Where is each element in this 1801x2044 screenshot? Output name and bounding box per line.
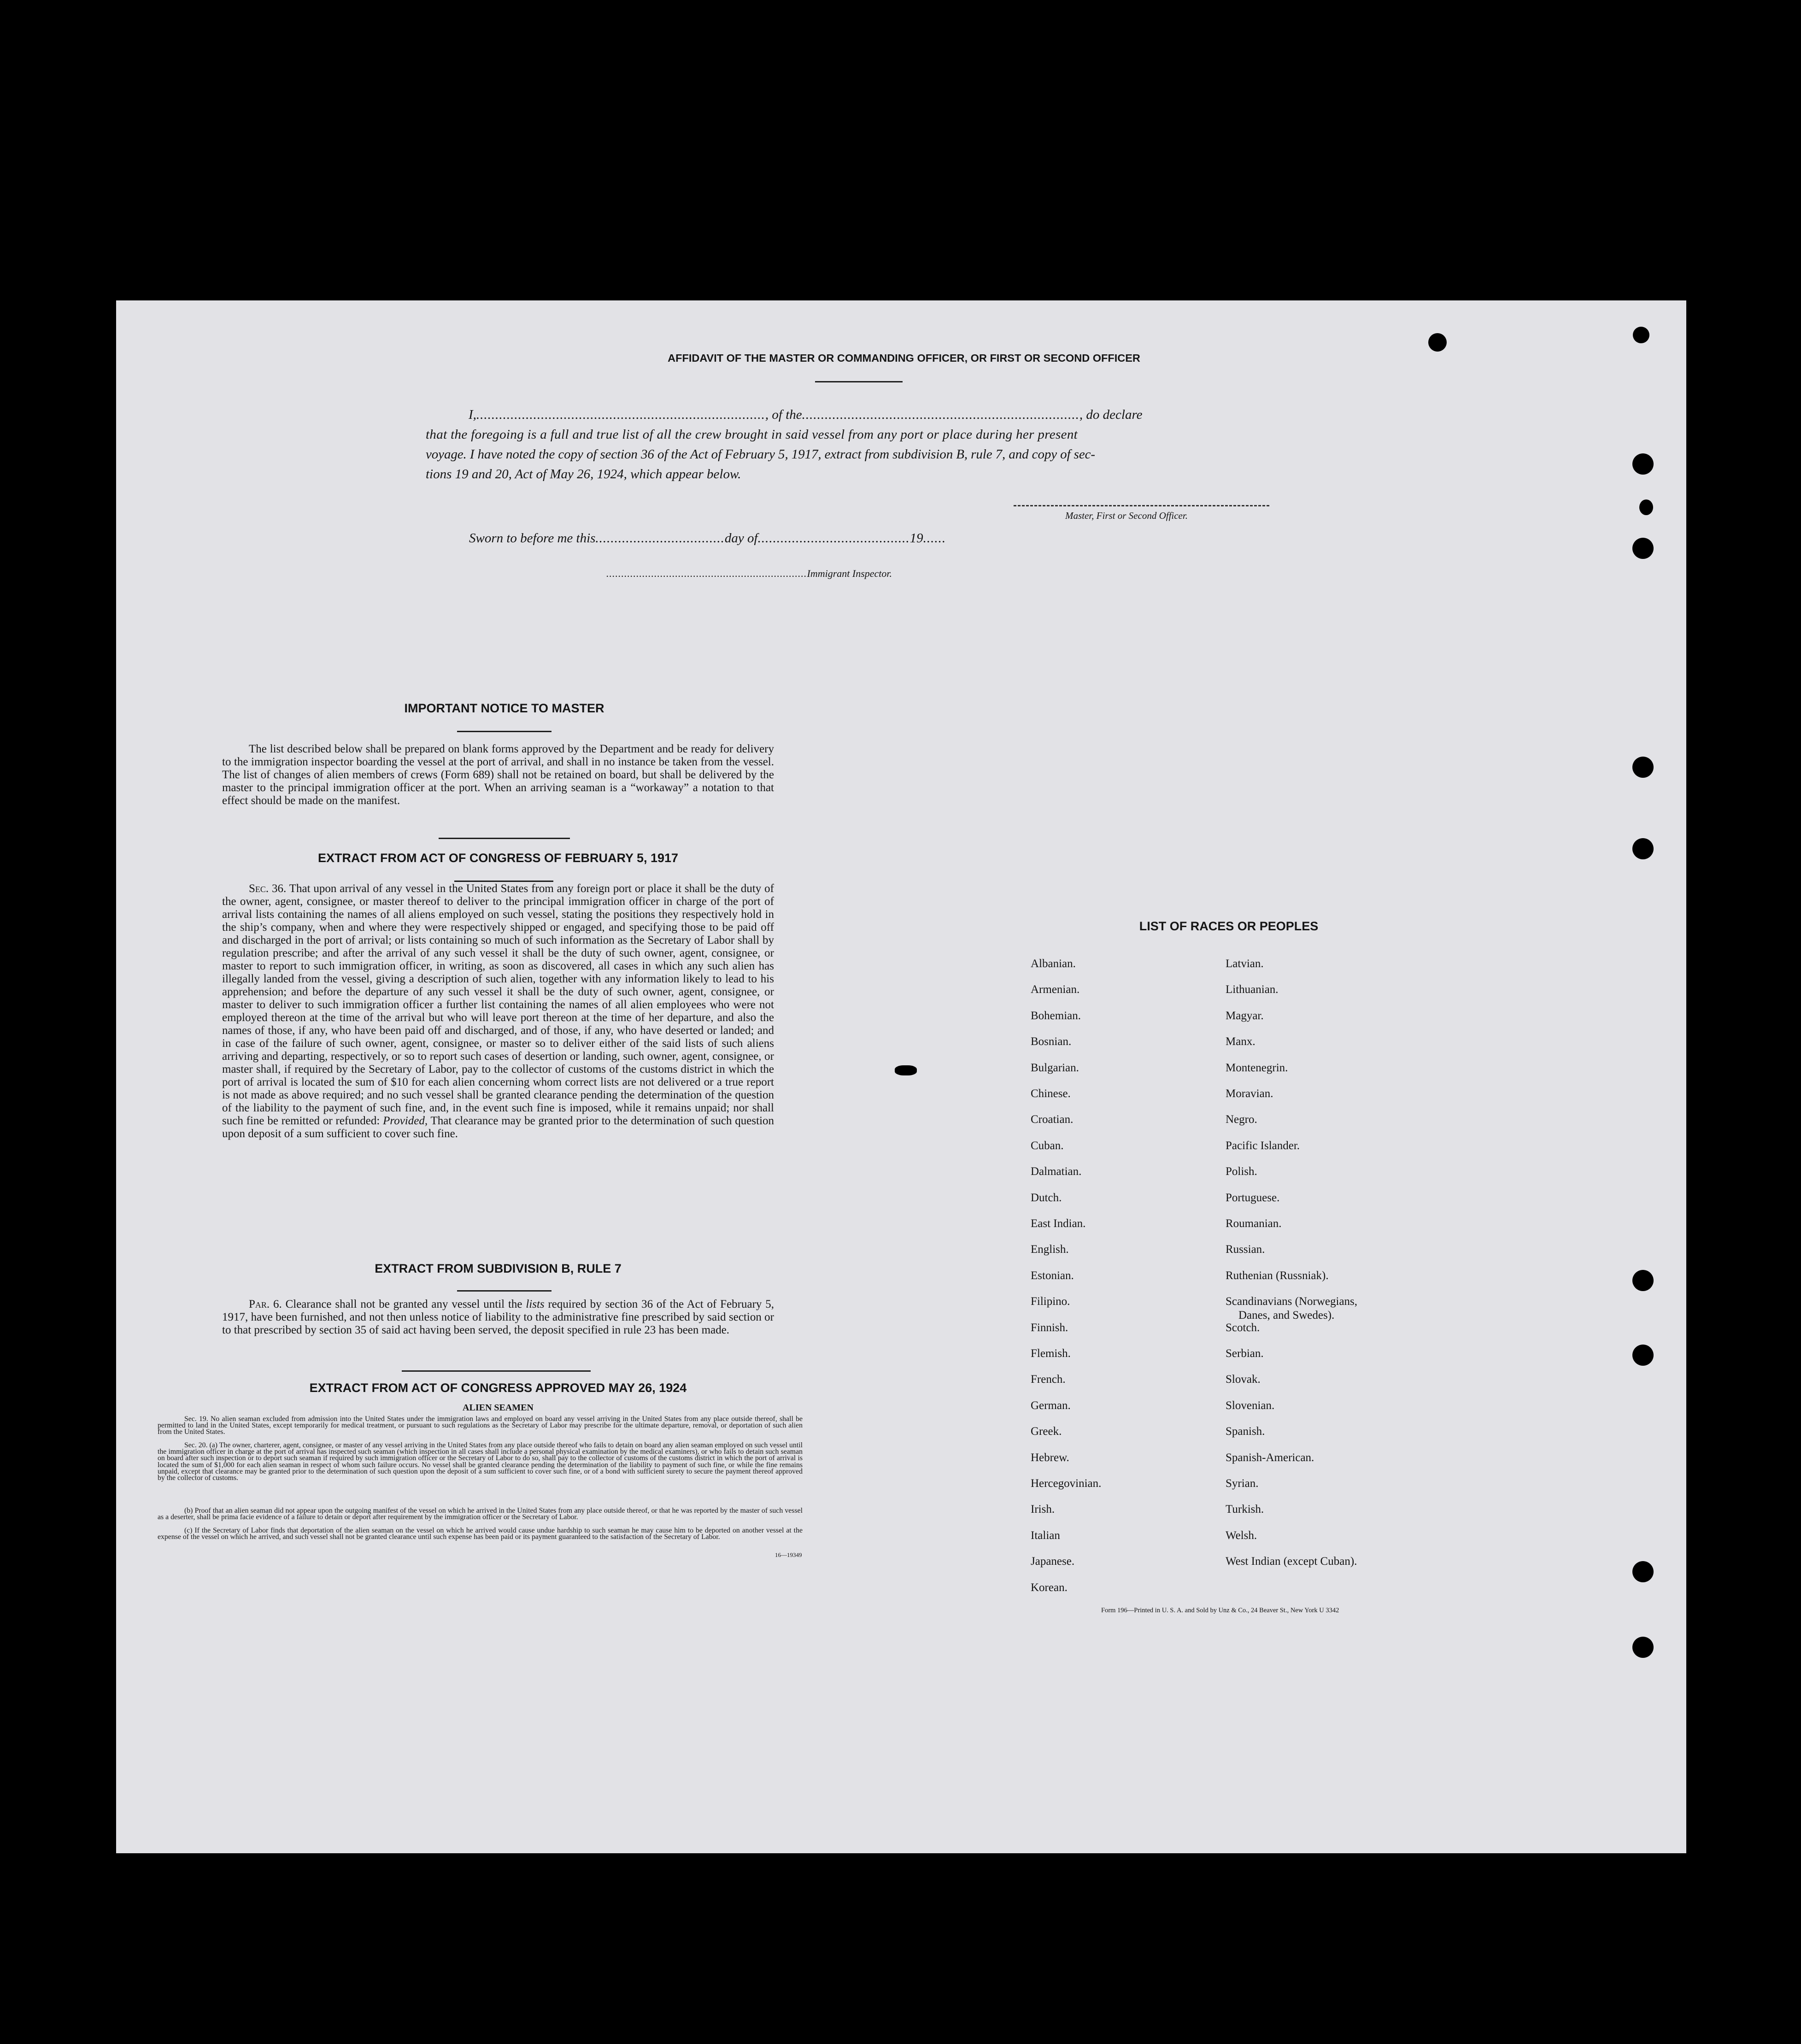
race-right-item: Spanish-American.	[1226, 1451, 1314, 1464]
affidavit-i: I,	[469, 407, 476, 422]
punch-hole	[1632, 1637, 1654, 1658]
extract-1917-title: EXTRACT FROM ACT OF CONGRESS OF FEBRUARY 5, 1917	[317, 851, 679, 865]
affidavit-do-declare: , do declare	[1079, 407, 1143, 422]
race-right-item: Welsh.	[1226, 1529, 1257, 1542]
race-left-item: French.	[1031, 1373, 1066, 1386]
affidavit-body-line-1: that the foregoing is a full and true list of all the crew brought in said vessel from any port or place during her present	[426, 427, 1078, 442]
race-right-item: Syrian.	[1226, 1477, 1259, 1490]
race-left-item: Japanese.	[1031, 1555, 1075, 1568]
punch-hole	[1428, 333, 1447, 352]
inspector-caption: Immigrant Inspector.	[807, 568, 892, 579]
race-left-item: Greek.	[1031, 1425, 1062, 1438]
affidavit-of-the: , of the	[765, 407, 802, 422]
sworn-prefix: Sworn to before me this	[469, 531, 596, 546]
sworn-day-of: day of	[724, 531, 758, 546]
race-right-item: Serbian.	[1226, 1347, 1264, 1360]
race-left-item: English.	[1031, 1243, 1069, 1256]
sec-19-text: Sec. 19. No alien seaman excluded from admission into the United States under the immigration laws and employed on board any vessel arriving in the United States from any place outside thereof, shall be permitted to land in the United States, except temporarily for medical treatment, or pursuant to such regulations as the Secretary of Labor may prescribe for the ultimate departure, removal, or deportation of such alien from the United States.	[158, 1415, 803, 1436]
footer-imprint: Form 196—Printed in U. S. A. and Sold by Unz & Co., 24 Beaver St., New York U 3342	[1101, 1607, 1339, 1614]
divider	[454, 881, 553, 882]
divider	[402, 1370, 591, 1372]
races-title: LIST OF RACES OR PEOPLES	[1139, 919, 1319, 933]
race-left-item: Albanian.	[1031, 957, 1076, 970]
race-left-item: Hercegovinian.	[1031, 1477, 1102, 1490]
race-left-item: Irish.	[1031, 1503, 1055, 1516]
affidavit-title: AFFIDAVIT OF THE MASTER OR COMMANDING OFFICER, OR FIRST OR SECOND OFFICER	[668, 352, 1140, 364]
punch-hole	[1632, 538, 1654, 559]
lists-word: lists	[526, 1298, 545, 1310]
sworn-line: Sworn to before me this..................................day of........................................19......	[469, 531, 946, 546]
affidavit-body-line-3: tions 19 and 20, Act of May 26, 1924, which appear below.	[426, 467, 741, 482]
affidavit-declaration-line: I,............................................................................, of the........................................................................., do declare	[469, 407, 1143, 422]
race-right-item: Pacific Islander.	[1226, 1139, 1300, 1152]
sec-36-text: That upon arrival of any vessel in the United States from any foreign port or place it shall be the duty of the owner, agent, consignee, or master thereof to deliver to the principal immigration officer in charge of the port of arrival lists containing the names of all aliens employed on such vessel, stating the positions they respectively hold in the ship’s company, when and where they were respectively shipped or engaged, and specifying those to be paid off and discharged in the port of arrival; or lists containing so much of such information as the Secretary of Labor shall by regulation prescribe; and after the arrival of any such vessel it shall be the duty of such owner, agent, consignee, or master to report to such immigration officer, in writing, as soon as discovered, all cases in which any such alien has illegally landed from the vessel, giving a description of such alien, together with any information likely to lead to his apprehension; and before the departure of any such vessel it shall be the duty of such owner, agent, consignee, or master to deliver to such immigration officer a further list containing the names of all alien employees who were not employed thereon at the time of the arrival but who will leave port thereon at the time of her departure, and also the names of those, if any, who have been paid off and discharged, and of those, if any, who have deserted or landed; and in case of the failure of such owner, agent, consignee, or master so to deliver either of the said lists of such aliens arriving and departing, respectively, or so to report such cases of desertion or landing, such owner, agent, consignee, or master shall, if required by the Secretary of Labor, pay to the collector of customs of the customs district in which the port of arrival is located the sum of $10 for each alien concerning whom correct lists are not delivered or a true report is not made as above required; and no such vessel shall be granted clearance pending the determination of the question of the liability to the payment of such fine, and, in the event such fine is imposed, while it remains unpaid; nor shall such fine be remitted or refunded:	[222, 882, 774, 1127]
race-right-item: Ruthenian (Russniak).	[1226, 1269, 1329, 1282]
race-right-item: Spanish.	[1226, 1425, 1265, 1438]
race-left-item: Dalmatian.	[1031, 1165, 1082, 1178]
race-right-item: Latvian.	[1226, 957, 1264, 970]
divider	[457, 1290, 551, 1292]
sec-20b-text: (b) Proof that an alien seaman did not appear upon the outgoing manifest of the vessel on which he arrived in the United States from any place outside thereof, or that he was reported by the master of such vessel as a deserter, shall be prima facie evidence of a failure to detain or deport after requirement by the immigration officer or the Secretary of Labor.	[158, 1507, 803, 1521]
race-right-item: Russian.	[1226, 1243, 1265, 1256]
race-left-item: East Indian.	[1031, 1217, 1086, 1230]
race-right-item: Manx.	[1226, 1035, 1255, 1048]
race-right-item: Polish.	[1226, 1165, 1257, 1178]
race-left-item: Chinese.	[1031, 1087, 1071, 1100]
punch-hole	[1632, 757, 1654, 778]
form-page	[116, 300, 1686, 1853]
alien-seamen-heading: ALIEN SEAMEN	[463, 1403, 534, 1413]
race-left-item: Hebrew.	[1031, 1451, 1069, 1464]
race-left-item: Dutch.	[1031, 1191, 1062, 1204]
extract-1924-title: EXTRACT FROM ACT OF CONGRESS APPROVED MAY 26, 1924	[309, 1381, 687, 1395]
punch-hole	[1632, 453, 1654, 475]
par-6-label: Par. 6.	[249, 1298, 282, 1310]
par-6-text-end: required by section 36 of the Act of February 5, 1917, have been furnished, and not then unless notice of liability to the administrative fine prescribed by said section or to that prescribed by section 35 of said act having been served, the deposit specified in rule 23 has been made.	[222, 1298, 774, 1336]
sec-20c-text: (c) If the Secretary of Labor finds that deportation of the alien seaman on the vessel on which he arrived would cause undue hardship to such seaman he may cause him to be deported on another vessel at the expense of the vessel on which he arrived, and such vessel shall not be granted clearance until such expense has been paid or its payment guaranteed to the satisfaction of the Secretary of Labor.	[158, 1527, 803, 1541]
divider	[457, 731, 551, 732]
race-right-item: Lithuanian.	[1226, 983, 1279, 996]
ink-blot	[895, 1065, 917, 1075]
notice-body: The list described below shall be prepared on blank forms approved by the Department and be ready for delivery to the immigration inspector boarding the vessel at the port of arrival, and shall in no instance be taken from the vessel. The list of changes of alien members of crews (Form 689) shall not be retained on board, but shall be delivered by the master to the principal immigration officer at the port. When an arriving seaman is a “workaway” a notation to that effect should be made on the manifest.	[222, 743, 774, 807]
race-right-item: Portuguese.	[1226, 1191, 1280, 1204]
punch-hole	[1632, 1561, 1654, 1582]
divider	[815, 381, 903, 382]
race-right-item: West Indian (except Cuban).	[1226, 1555, 1357, 1568]
punch-hole	[1632, 1345, 1654, 1366]
provided-word: Provided,	[383, 1115, 428, 1127]
race-left-item: Croatian.	[1031, 1113, 1074, 1126]
race-left-item: Italian	[1031, 1529, 1060, 1542]
par-6-text: Clearance shall not be granted any vessel until the	[285, 1298, 522, 1310]
race-left-item: Flemish.	[1031, 1347, 1071, 1360]
race-right-item: Scandinavians (Norwegians,	[1226, 1295, 1358, 1308]
race-right-item: Roumanian.	[1226, 1217, 1282, 1230]
race-right-item: Slovenian.	[1226, 1399, 1275, 1412]
sworn-year: 19	[909, 531, 923, 546]
race-right-item: Montenegrin.	[1226, 1061, 1288, 1074]
sec-36-text-end: That clearance may be granted prior to the determination of such question upon deposit of a sum sufficient to cover such fine.	[222, 1115, 774, 1140]
race-right-item: Moravian.	[1226, 1087, 1273, 1100]
race-right-item: Slovak.	[1226, 1373, 1261, 1386]
race-left-item: Armenian.	[1031, 983, 1080, 996]
race-left-item: German.	[1031, 1399, 1071, 1412]
punch-hole	[1632, 838, 1654, 859]
race-left-item: Korean.	[1031, 1581, 1068, 1594]
race-right-item: Turkish.	[1226, 1503, 1264, 1516]
race-left-item: Cuban.	[1031, 1139, 1064, 1152]
master-signature-line	[1014, 505, 1269, 506]
divider	[439, 838, 570, 839]
race-right-item: Negro.	[1226, 1113, 1257, 1126]
punch-hole	[1632, 1270, 1654, 1291]
race-right-item: Magyar.	[1226, 1009, 1264, 1022]
race-left-item: Filipino.	[1031, 1295, 1070, 1308]
race-left-item: Bulgarian.	[1031, 1061, 1079, 1074]
master-caption: Master, First or Second Officer.	[1065, 510, 1188, 521]
extract-1917-body	[222, 882, 774, 1140]
punch-hole	[1639, 499, 1653, 515]
inspector-line: ...................................................................Immigrant Inspector.	[606, 568, 892, 579]
rule7-title: EXTRACT FROM SUBDIVISION B, RULE 7	[375, 1262, 622, 1275]
race-left-item: Finnish.	[1031, 1321, 1068, 1334]
race-right-item: Danes, and Swedes).	[1238, 1309, 1335, 1322]
race-left-item: Bosnian.	[1031, 1035, 1072, 1048]
race-right-item: Scotch.	[1226, 1321, 1260, 1334]
affidavit-body-line-2: voyage. I have noted the copy of section 36 of the Act of February 5, 1917, extract from subdivision B, rule 7, and copy of sec-	[426, 447, 1095, 462]
notice-title: IMPORTANT NOTICE TO MASTER	[404, 701, 604, 715]
sec-20a-text: Sec. 20. (a) The owner, charterer, agent, consignee, or master of any vessel arriving in the United States from any place outside thereof who fails to detain on board any alien seaman employed on such vessel until the immigration officer in charge at the port of arrival has inspected such seaman (which inspection in all cases shall include a personal physical examination by the medical examiners), or who fails to detain such seaman on board after such inspection or to deport such seaman if required by such immigration officer or the Secretary of Labor to do so, shall pay to the collector of customs of the customs district in which the port of arrival is located the sum of $1,000 for each alien seaman in respect of whom such failure occurs. No vessel shall be granted clearance pending the determination of the liability to payment of such fine, or while the fine remains unpaid, except that clearance may be granted prior to the determination of such question upon the deposit of a sum sufficient to cover such fine, or of a bond with sufficient surety to secure the payment thereof approved by the collector of customs.	[158, 1441, 803, 1482]
race-left-item: Bohemian.	[1031, 1009, 1081, 1022]
rule7-body	[222, 1298, 774, 1337]
punch-hole	[1633, 327, 1649, 343]
sec-36-label: Sec. 36.	[249, 882, 287, 895]
form-code: 16—19349	[775, 1551, 802, 1558]
race-left-item: Estonian.	[1031, 1269, 1074, 1282]
